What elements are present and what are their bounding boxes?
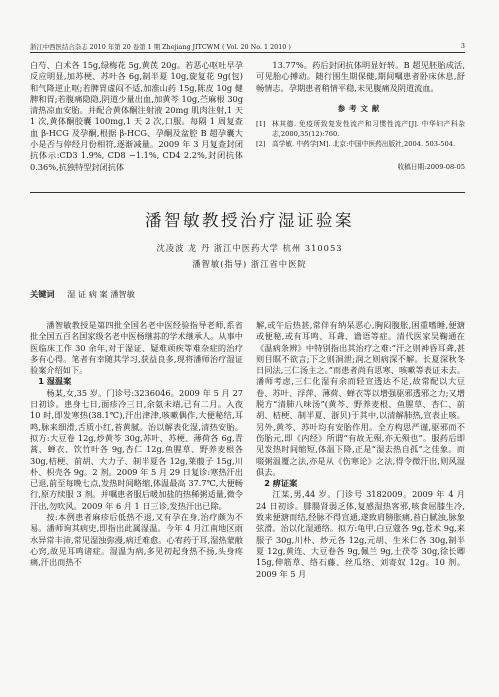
continued-paragraph-right: 13.77%。药后封闭抗体明显好转。B 超见胚胎成活,可见胎心搏动。随行围生期保健,期间嘱患者卧床休息,舒畅情志。孕期患者稍情平稳,未见腹痛及阴道流血。 [256,60,465,93]
section-heading-1: 1 湿温案 [38,376,72,387]
received-date: 收稿日期:2009-08-05 [397,163,465,172]
article-title: 潘智敏教授治疗湿证验案 [145,211,354,230]
case-2-paragraph: 江某,男,44 岁。门诊号 3182009。2009 年 4 月 24 日初诊。腓腸肾弱乏体,复感湿热客邪,咳食屈膝生冷,致来便溏而结,经脉不得宣通,遂致肩膀胀痛,苔白腻浊,脉象弦滑。治以化湿通络。拟方:龟甲,白豆蔻各 9g,苍术 9g,来服子 30g,川朴、炒元各 12g,元胡、生米仁各 30g,制半夏 12g,黄连、大豆卷各 9g,佩兰 9g,土茯苓 30g,徐长卿 15g,伸筋草、络石藤、丝瓜络、刘寄奴 12g。10 剂。2009 年 5 月 [256,489,465,579]
case-1-note: 按:本例患者麻疹后低热不退,又有孕在身,治疗颇为不易。潘师询其病史,即指出此属湿温。今年 4 月江南地区雨水异常丰沛,常见湿浊弥漫,病迁难愈。心宥药于耳,湿热蒙敝心窍,故见耳鸣诸症。湿温为病,多见初起身热不扬,头身疼痛,汗出而热不 [30,512,243,568]
reference-number: [1] [256,120,266,129]
references-heading: 参考文献 [337,103,384,113]
header-rule [30,52,465,53]
reference-item [256,139,465,149]
keywords-text: 湿 证 病 案 潘智敏 [67,289,135,299]
reference-text: 高学敏. 中药学[M]. 北京:中国中医药出版社,2004. 503-504. [272,140,456,149]
journal-header: 浙江中西医结合杂志 2010 年第 20 卷第 1 期 Zhejiang JITCWM ( Vol. 20 No. 1 2010 ) [30,43,291,51]
intro-paragraph: 潘智敏教授是第四批全国名老中医经验指导老师,系省批全国五百名国家级名老中医杨继荪的学术继承人。从事中医临床工作 30 余年,对于湿证、疑难顽疾等难杂症的治疗多有心得。笔者有幸随其学习,获益良多,现将潘师治疗湿证验案介绍如下。 [30,320,243,376]
running-header [30,42,465,51]
top-right-column [256,60,465,173]
case-1-continued: 解,或午后热甚,常伴有纳呆恶心,胸闷腹胀,困重嗜睡,便溏或便秘,或有耳鸣、耳聋、谵语等症。清代医家吴鞠通在《温病条辨》中特别指出其治疗之难:“汗之则神昏耳聋,甚则目瞑不欲言;下之则洞泄;润之则病深不解。长夏深秋冬日同法,三仁汤主之。”而患者尚有思寒、咳嗽等表证未去。潘师考虑,三仁化湿有余而轻宣透达不足,故常配以大豆卷、苏叶、浮萍、薄荷、蝉衣等以增强驱邪透邪之力;又增脱方“清肺八味汤”(黄芩、野养麦根、鱼腥草、杏仁、前胡、桔梗、制半夏、浙贝)于其中,以清解肺热,宣表止咳。另外,黄芩、苏叶均有安胎作用。全方构思严谨,驱邪而不伤胎元,即《内经》所谓“有故无殒,亦无殒也”。服药后即见发热时间缩短,体温下降,正是“湿去热自孤”之佳象。而啜粥温覆之法,亦是从《伤寒论》之法,得令微汗出,则风湿俱去。 [256,320,465,477]
section-heading-2: 2 痹证案 [264,478,298,489]
reference-text: 林其德. 免疫所致复发性流产和习惯性流产[J]. 中华妇产科杂志,2000,35(12):760. [272,120,465,139]
top-left-column [30,60,243,173]
keywords-line [30,289,135,300]
reference-number: [2] [256,140,266,149]
continued-paragraph: 白芍、白术各 15g,绿梅花 5g,黄芪 20g。若恶心呕吐早孕反应明显,加苏梗、苏叶各 6g,制半夏 10g,旋复花 9g(包)和气降逆止呕;若脾胃虚闷不适,加淮山药 15g,陈皮 10g 健脾和胃;若腹痛隐隐,阴道少量出血,加黄芩 10g,苎麻根 30g 清热凉血安胎。并配合黄体酮注射液 20mg 肌肉注射,1 天 1 次,黄体酮胶囊 100mg,1 天 2 次,口服。每隔 1 周复查血 β-HCG 及孕酮,根据 β-HCG、孕酮及盆腔 B 超孕囊大小是否与停经月份相符,逐渐减量。2009 年 3 月复查封闭抗体示:CD3 1.9%, CD8 −1.1%, CD4 2.2%,封闭抗体 0.36%,抗独特型封闭抗体 [30,60,243,172]
article-divider [30,192,465,193]
page-number: 3 [460,42,465,50]
authors-line: 沈凌波 龙 丹 浙江中医药大学 杭州 310053 [156,243,343,253]
case-1-paragraph: 杨某,女,35 岁。门诊号:3236046。2009 年 5 月 27 日初诊。患身七日,面疹冷三日,余氨未靖,已有二月。入夜 10 时,即发寒热(38.1℃),汗出津津,咳嗽偶作,大便秘结,耳鸣,脉来细滑,舌质小红,苔黄腻。治以解表化湿,清热安胎。拟方:大豆卷 12g,炒黄芩 30g,苏叶、苏梗、薄荷各 6g,青蒿、蝉衣、饮竹叶各 9g,杏仁 12g,鱼腥草、野养麦根各 30g,桔梗、前胡、大力子、制半夏各 12g,莱菔子 15g,川朴、枳壳各 9g。2 剂。2009 年 5 月 29 日复诊:寒热汗出已退,前至每晚七点,发热时间略缩,体温最高 37.7℃,大便畅行,原方续服 3 剂。并嘱患者服后暖加盐的热稀粥适量,微令汗出,勿吹风。2009 年 6 月 1 日三诊,发热汗出已除。 [30,387,243,511]
advisor-line: 潘智敏(指导) 浙江省中医院 [192,259,307,269]
keywords-label: 关键词 [30,289,55,299]
reference-item [256,119,465,139]
body-left-column [30,320,243,569]
body-right-column [256,320,465,580]
